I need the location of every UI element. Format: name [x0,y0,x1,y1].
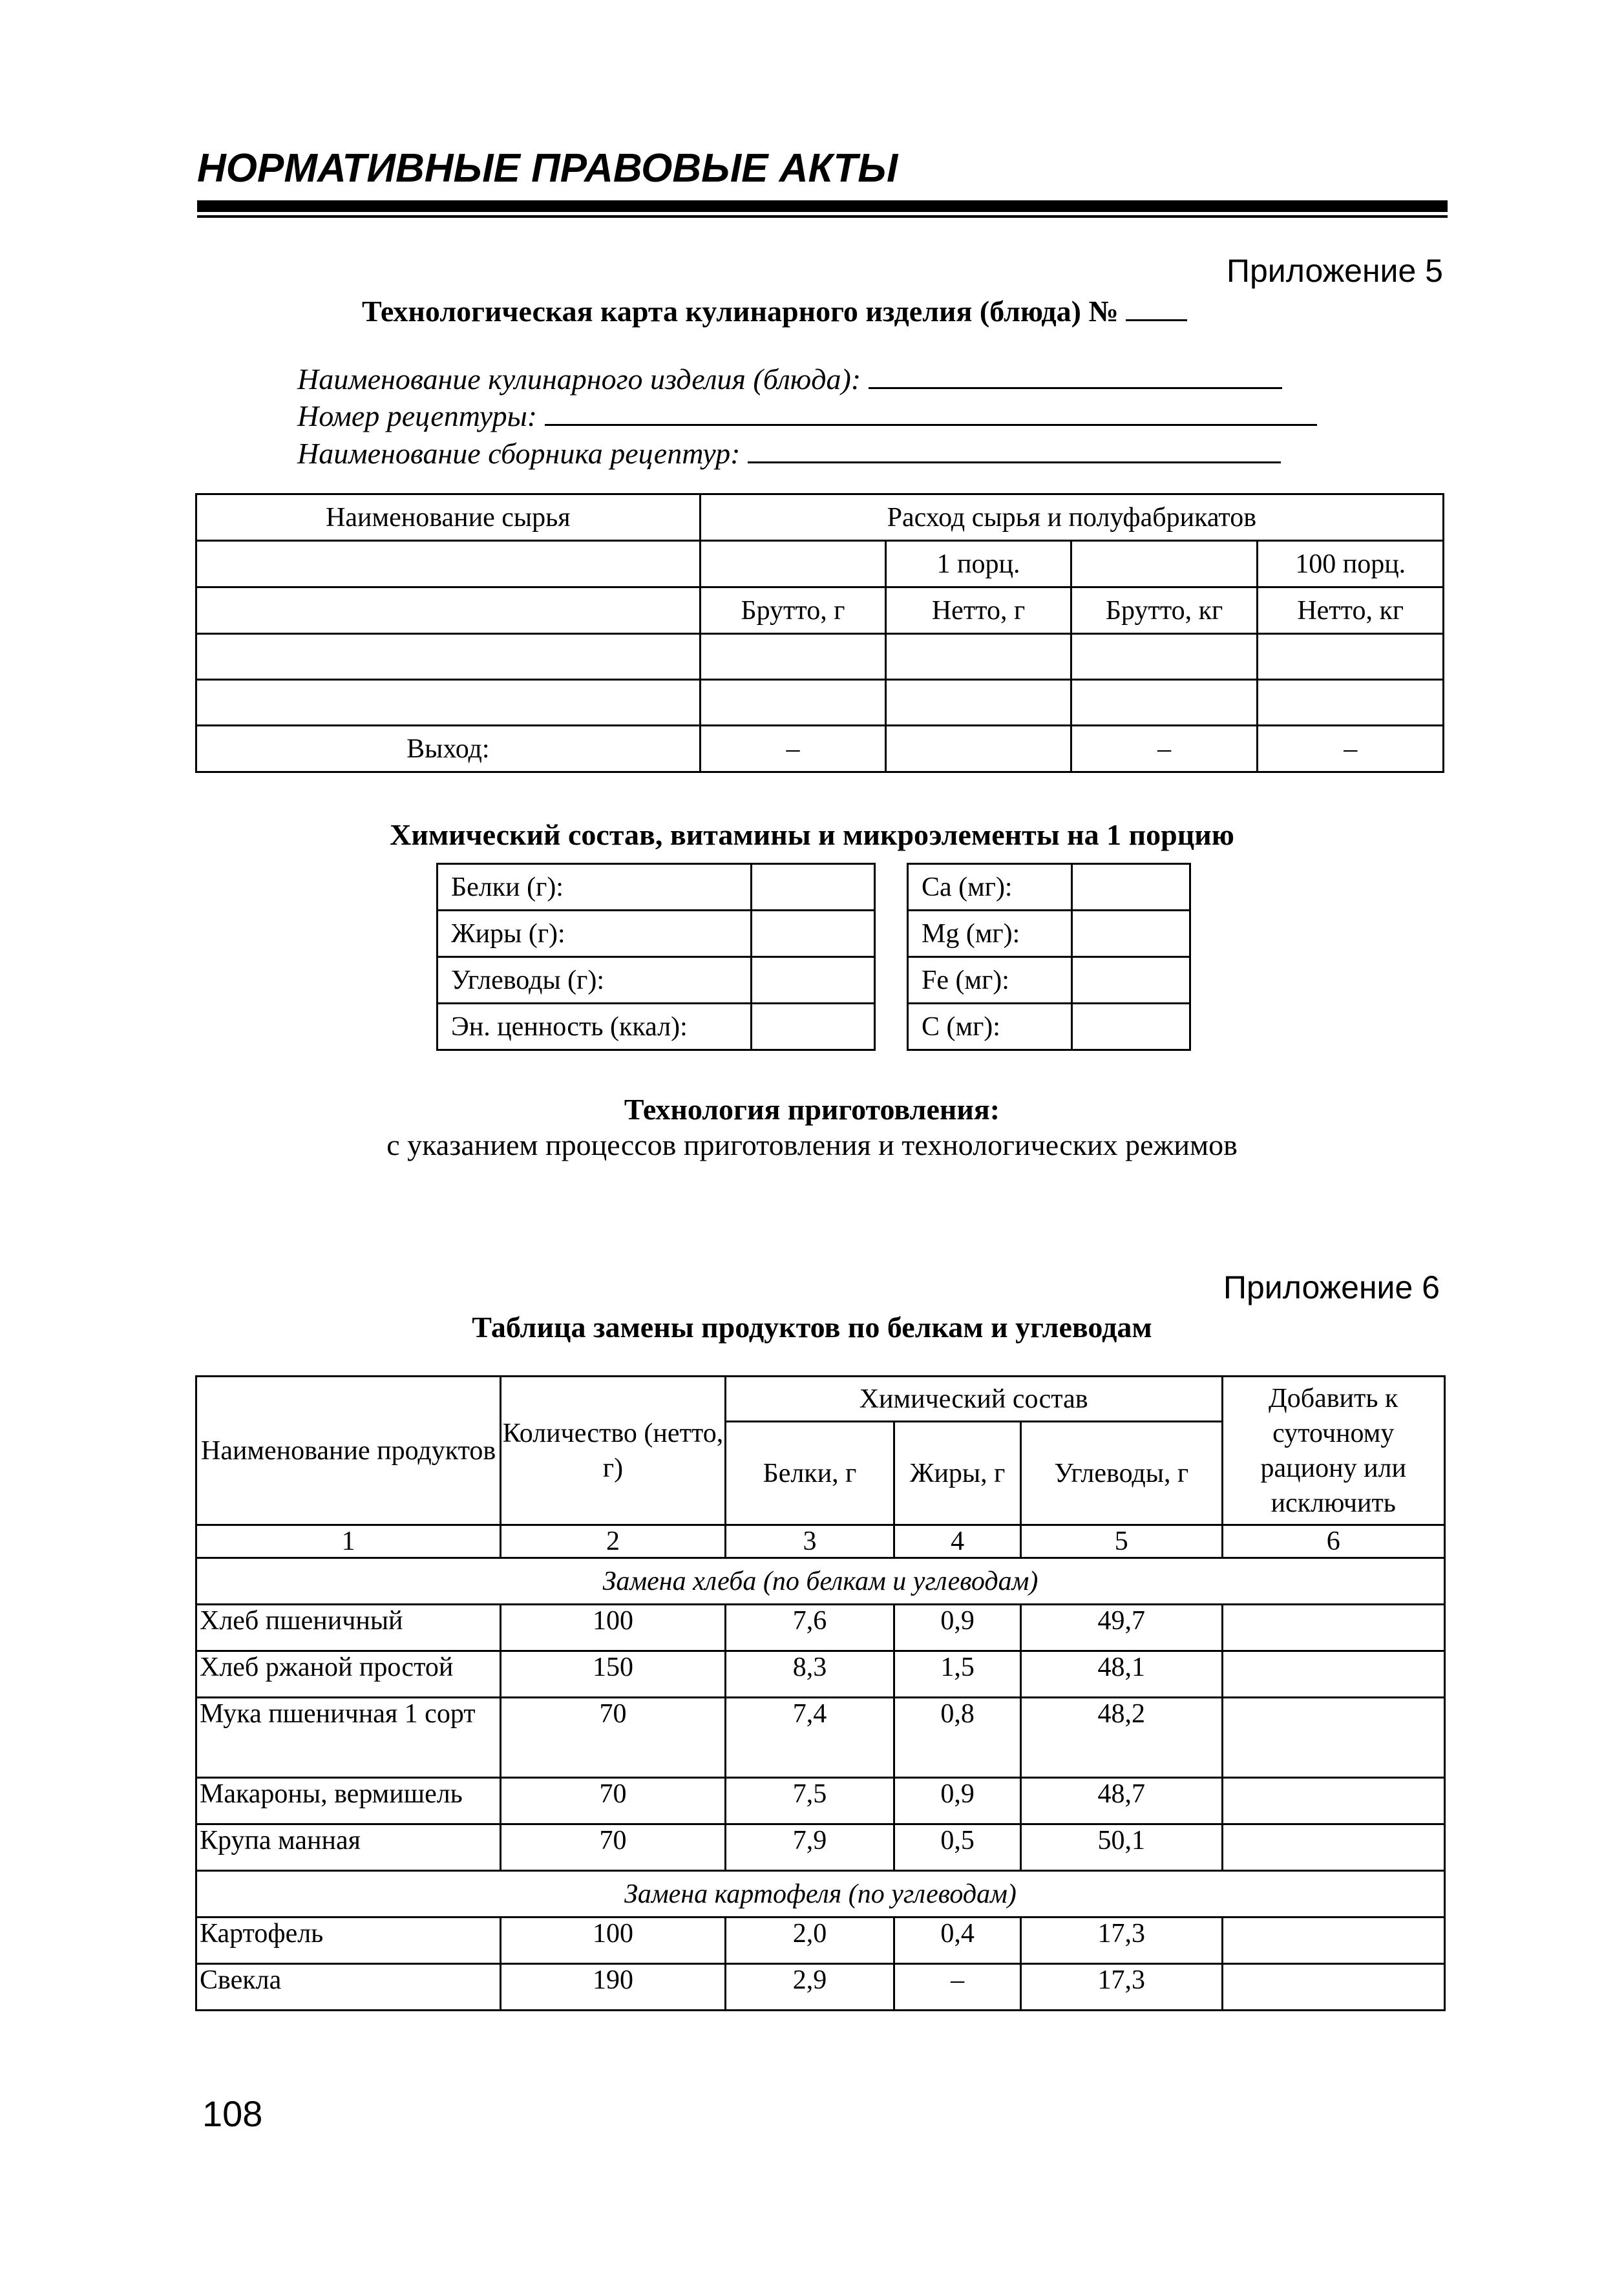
dash-cell: – [700,726,886,772]
protein: 2,9 [725,1964,894,2011]
product-name: Хлеб ржаной простой [196,1651,501,1698]
table-cell [196,541,701,587]
gross-kg-header: Брутто, кг [1071,587,1258,634]
protein-label: Белки (г): [438,864,752,911]
product-name: Крупа манная [196,1824,501,1871]
add-exclude-cell [1222,1605,1445,1651]
raw-materials-table [195,493,1444,773]
table-cell [700,680,886,726]
field-blank [545,402,1317,426]
portion-100-label: 100 порц. [1258,541,1444,587]
tech-title: Технология приготовления: [624,1093,1000,1126]
table-cell [196,634,701,680]
add-exclude-cell [1222,1824,1445,1871]
net-kg-header: Нетто, кг [1258,587,1444,634]
table-cell [700,541,886,587]
protein: 2,0 [725,1918,894,1964]
protein: 7,5 [725,1778,894,1824]
fat: 0,4 [894,1918,1021,1964]
col-number: 3 [725,1525,894,1558]
c-value [1071,1004,1190,1050]
carbs-label: Углеводы (г): [438,957,752,1004]
col-number: 1 [196,1525,501,1558]
table-cell [1071,634,1258,680]
col-number: 4 [894,1525,1021,1558]
appendix-5-label: Приложение 5 [1227,253,1443,289]
carbs: 50,1 [1020,1824,1222,1871]
fat: 0,9 [894,1605,1021,1651]
product-name: Мука пшеничная 1 сорт [196,1698,501,1778]
col-fat: Жиры, г [894,1422,1021,1525]
col-add-exclude: Добавить к суточному рациону или исключить [1222,1377,1445,1525]
tech-card-title: Технологическая карта кулинарного изделия (блюда) № [362,295,1119,328]
card-number-blank [1126,297,1187,321]
fat: 0,8 [894,1698,1021,1778]
col-number: 5 [1020,1525,1222,1558]
protein: 7,4 [725,1698,894,1778]
product-name: Макароны, вермишель [196,1778,501,1824]
section-potato: Замена картофеля (по углеводам) [196,1871,1445,1918]
substitution-table [195,1375,1446,2011]
col-product-name: Наименование продуктов [196,1377,501,1525]
field-label: Наименование сборника рецептур: [297,437,741,470]
table-cell [1071,680,1258,726]
add-exclude-cell [1222,1698,1445,1778]
table-cell [1258,634,1444,680]
field-label: Номер рецептуры: [297,399,538,432]
output-label: Выход: [196,726,701,772]
field-label: Наименование кулинарного изделия (блюда): [297,363,861,396]
table-cell [700,634,886,680]
product-name: Картофель [196,1918,501,1964]
table-cell [196,587,701,634]
field-recipe-number [297,399,1317,433]
product-name: Свекла [196,1964,501,2011]
tech-subtitle: с указанием процессов приготовления и технологических режимов [386,1128,1238,1161]
table-cell [886,680,1071,726]
col-carbs: Углеводы, г [1020,1422,1222,1525]
table-cell [886,634,1071,680]
protein: 7,6 [725,1605,894,1651]
energy-value [752,1004,875,1050]
section-bread: Замена хлеба (по белкам и углеводам) [196,1558,1445,1605]
col-consumption: Расход сырья и полуфабрикатов [700,494,1443,541]
col-raw-name: Наименование сырья [196,494,701,541]
fat: – [894,1964,1021,2011]
add-exclude-cell [1222,1778,1445,1824]
header-rule [197,200,1448,212]
table-cell [1258,680,1444,726]
quantity: 70 [501,1778,726,1824]
col-number: 6 [1222,1525,1445,1558]
carbs: 48,2 [1020,1698,1222,1778]
carbs: 17,3 [1020,1964,1222,2011]
mg-value [1071,911,1190,957]
quantity: 190 [501,1964,726,2011]
protein: 7,9 [725,1824,894,1871]
fat: 1,5 [894,1651,1021,1698]
fat-label: Жиры (г): [438,911,752,957]
dash-cell: – [1071,726,1258,772]
add-exclude-cell [1222,1918,1445,1964]
add-exclude-cell [1222,1651,1445,1698]
c-label: C (мг): [908,1004,1072,1050]
chem-left-table [436,863,876,1051]
chem-right-table [907,863,1191,1051]
field-dish-name [297,362,1282,396]
running-header: НОРМАТИВНЫЕ ПРАВОВЫЕ АКТЫ [197,146,898,191]
field-blank [748,439,1281,463]
carbs: 49,7 [1020,1605,1222,1651]
portion-1-label: 1 порц. [886,541,1071,587]
mg-label: Mg (мг): [908,911,1072,957]
carbs-value [752,957,875,1004]
page-number: 108 [202,2093,263,2134]
appendix-5-title [362,294,1187,328]
field-blank [869,365,1282,389]
dash-cell: – [1258,726,1444,772]
appendix-6-title: Таблица замены продуктов по белкам и углеводам [472,1311,1152,1344]
fat: 0,5 [894,1824,1021,1871]
table-cell [196,680,701,726]
ca-label: Ca (мг): [908,864,1072,911]
table-cell [886,726,1071,772]
add-exclude-cell [1222,1964,1445,2011]
quantity: 70 [501,1824,726,1871]
ca-value [1071,864,1190,911]
col-number: 2 [501,1525,726,1558]
col-protein: Белки, г [725,1422,894,1525]
gross-g-header: Брутто, г [700,587,886,634]
col-quantity: Количество (нетто, г) [501,1377,726,1525]
table-cell [1071,541,1258,587]
field-recipe-collection [297,436,1281,470]
carbs: 17,3 [1020,1918,1222,1964]
protein: 8,3 [725,1651,894,1698]
fe-value [1071,957,1190,1004]
col-chem-composition: Химический состав [725,1377,1222,1422]
product-name: Хлеб пшеничный [196,1605,501,1651]
chem-title: Химический состав, витамины и микроэлементы на 1 порцию [390,818,1234,851]
quantity: 100 [501,1605,726,1651]
appendix-6-label: Приложение 6 [1223,1269,1440,1305]
net-g-header: Нетто, г [886,587,1071,634]
fe-label: Fe (мг): [908,957,1072,1004]
fat: 0,9 [894,1778,1021,1824]
header-rule-thin [197,215,1448,218]
carbs: 48,7 [1020,1778,1222,1824]
quantity: 100 [501,1918,726,1964]
energy-label: Эн. ценность (ккал): [438,1004,752,1050]
protein-value [752,864,875,911]
quantity: 70 [501,1698,726,1778]
fat-value [752,911,875,957]
carbs: 48,1 [1020,1651,1222,1698]
quantity: 150 [501,1651,726,1698]
